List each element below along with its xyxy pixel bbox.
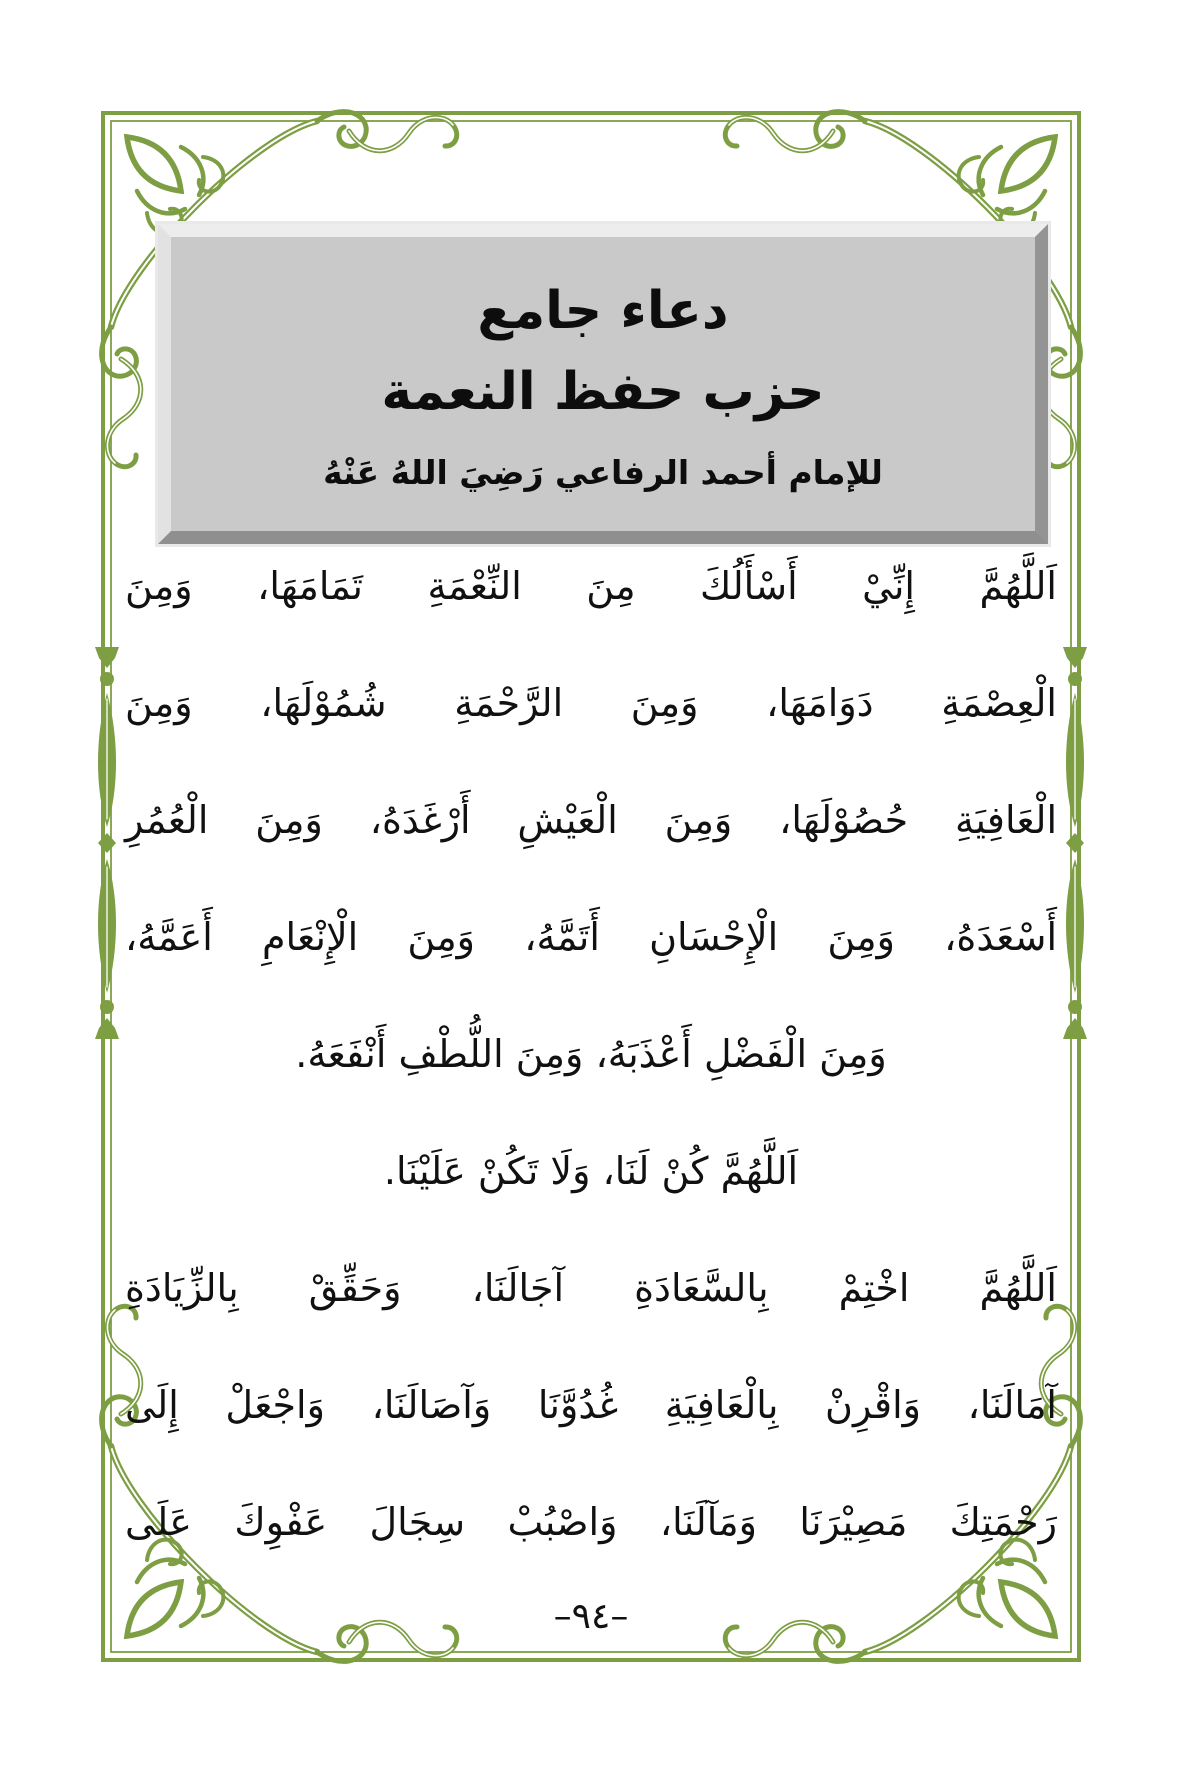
prayer-line: آمَالَنَا، وَاقْرِنْ بِالْعَافِيَةِ غُدُوَّنَا وَآصَالَنَا، وَاجْعَلْ إِلَى	[125, 1383, 1057, 1427]
title-plaque	[158, 224, 1048, 544]
prayer-line: اَللَّهُمَّ كُنْ لَنَا، وَلَا تَكُنْ عَلَيْنَا.	[383, 1149, 799, 1193]
side-spindle-right-icon	[1063, 647, 1087, 1039]
prayer-line: أَسْعَدَهُ، وَمِنَ الْإِحْسَانِ أَتَمَّهُ، وَمِنَ الْإِنْعَامِ أَعَمَّهُ،	[125, 915, 1057, 959]
prayer-text	[125, 528, 1057, 1581]
title-line-2: حزب حفظ النعمة	[381, 361, 825, 422]
prayer-line: الْعَافِيَةِ حُصُوْلَهَا، وَمِنَ الْعَيْشِ أَرْغَدَهُ، وَمِنَ الْعُمُرِ	[125, 798, 1057, 842]
title-attribution: للإمام أحمد الرفاعي رَضِيَ اللهُ عَنْهُ	[323, 452, 883, 492]
prayer-line: وَمِنَ الْفَضْلِ أَعْذَبَهُ، وَمِنَ اللُّطْفِ أَنْفَعَهُ.	[295, 1032, 887, 1076]
prayer-line: اَللَّهُمَّ إِنِّيْ أَسْأَلُكَ مِنَ النِّعْمَةِ تَمَامَهَا، وَمِنَ	[125, 564, 1057, 608]
prayer-line: اَللَّهُمَّ اخْتِمْ بِالسَّعَادَةِ آجَالَنَا، وَحَقِّقْ بِالزِّيَادَةِ	[125, 1266, 1057, 1310]
side-spindle-left-icon	[95, 647, 119, 1039]
page-number: –٩٤–	[553, 1596, 629, 1637]
prayer-line: رَحْمَتِكَ مَصِيْرَنَا وَمَآلَنَا، وَاصْبُبْ سِجَالَ عَفْوِكَ عَلَى	[125, 1500, 1057, 1544]
prayer-line: الْعِصْمَةِ دَوَامَهَا، وَمِنَ الرَّحْمَةِ شُمُوْلَهَا، وَمِنَ	[125, 681, 1057, 725]
title-line-1: دعاء جامع	[477, 281, 729, 342]
